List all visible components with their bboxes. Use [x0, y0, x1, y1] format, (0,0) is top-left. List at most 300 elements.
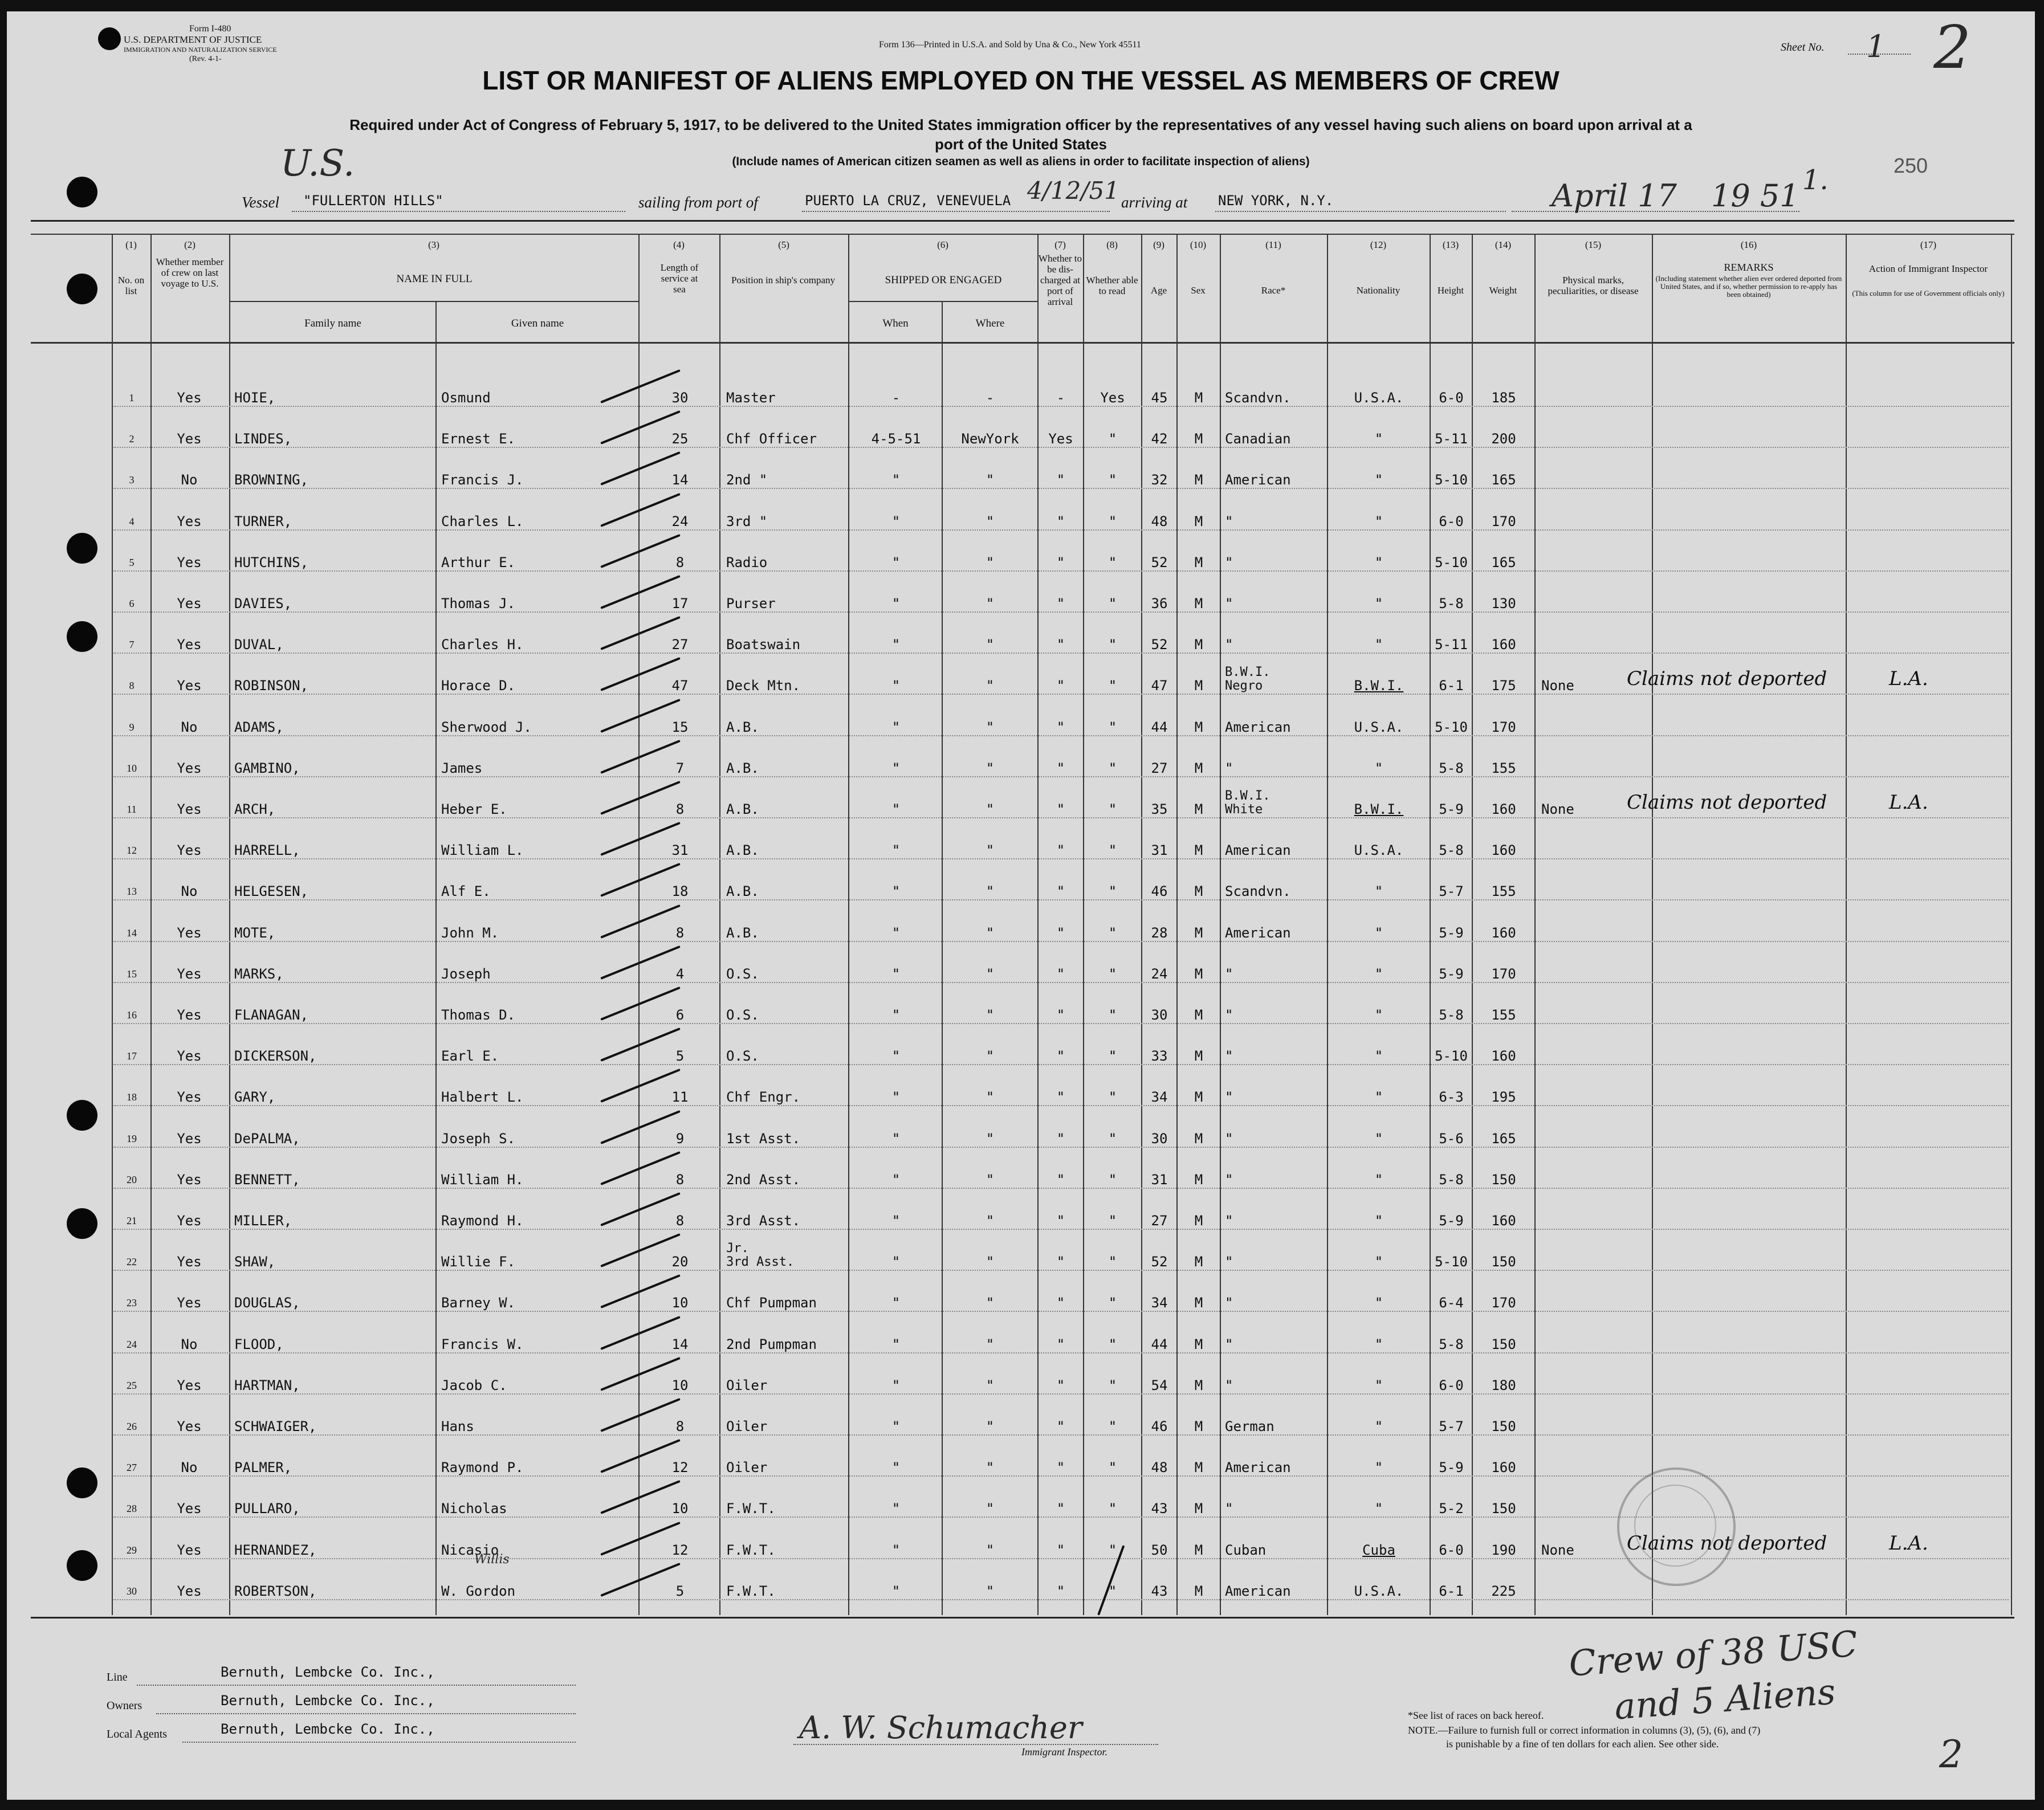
cell-age: 43	[1151, 1583, 1168, 1599]
cell-family: DOUGLAS,	[234, 1295, 300, 1311]
official-stamp-inner	[1634, 1485, 1716, 1567]
cell-weight: 195	[1491, 1089, 1516, 1106]
cell-when: "	[891, 637, 901, 653]
arrival-date: April 17	[1552, 178, 1677, 214]
cell-nationality: "	[1374, 1130, 1383, 1147]
cell-family: HARTMAN,	[234, 1377, 300, 1393]
cell-family: TURNER,	[234, 513, 292, 529]
penalty-note-2: is punishable by a fine of ten dollars for each alien. See other side.	[1446, 1738, 1719, 1750]
table-row	[113, 1109, 2009, 1150]
cell-age: 52	[1151, 1254, 1168, 1270]
cell-position: 3rd "	[726, 513, 768, 529]
cell-position: O.S.	[726, 1007, 759, 1023]
cell-family: GAMBINO,	[234, 760, 300, 776]
cell-sex: M	[1194, 719, 1203, 735]
cell-where: "	[986, 1007, 995, 1023]
table-row	[113, 656, 2009, 697]
cell-prev: Yes	[177, 842, 202, 859]
cell-height: 5-2	[1439, 1501, 1464, 1517]
cell-when: "	[891, 1542, 901, 1558]
header-family-name: Family name	[304, 317, 361, 329]
cell-service: 4	[675, 965, 685, 982]
cell-nationality: U.S.A.	[1354, 390, 1404, 406]
cell-sex: M	[1194, 1254, 1203, 1270]
table-row	[113, 862, 2009, 903]
cell-given: Hans	[441, 1418, 474, 1434]
cell-sex: M	[1194, 554, 1203, 570]
cell-where: "	[986, 1048, 995, 1065]
table-row	[113, 1315, 2009, 1356]
cell-read: "	[1108, 1418, 1117, 1434]
cell-height: 5-9	[1439, 801, 1464, 817]
cell-given: William H.	[441, 1171, 524, 1188]
row-rule	[113, 488, 2009, 489]
table-row	[113, 985, 2009, 1026]
row-rule	[113, 858, 2009, 859]
cell-race: German	[1225, 1418, 1275, 1434]
cell-service: 10	[671, 1501, 689, 1517]
cell-when: "	[891, 719, 901, 735]
cell-read: "	[1108, 1213, 1117, 1229]
cell-weight: 175	[1491, 678, 1516, 694]
hand-sheet-mark: 2	[1933, 13, 1972, 82]
arrival-year: 19 51	[1711, 178, 1799, 214]
cell-prev: Yes	[177, 554, 202, 570]
cell-position: Oiler	[726, 1460, 768, 1476]
cell-nationality: "	[1374, 1501, 1383, 1517]
header-shipped-engaged: SHIPPED OR ENGAGED	[885, 274, 1002, 286]
cell-position: A.B.	[726, 760, 759, 776]
cell-weight: 150	[1491, 1501, 1516, 1517]
cell-family: DAVIES,	[234, 596, 292, 612]
cell-family: SHAW,	[234, 1254, 276, 1270]
cell-race: "	[1225, 1336, 1233, 1352]
header-remarks: REMARKS	[1724, 262, 1774, 273]
cell-age: 52	[1151, 637, 1168, 653]
cell-discharged: "	[1056, 678, 1065, 694]
cell-read: "	[1108, 1254, 1117, 1270]
cell-weight: 150	[1491, 1254, 1516, 1270]
cell-weight: 170	[1491, 965, 1516, 982]
cell-read: "	[1108, 1377, 1117, 1393]
cell-position: A.B.	[726, 719, 759, 735]
cell-no: 30	[127, 1585, 137, 1597]
cell-service: 9	[675, 1130, 685, 1147]
cell-given: Willie F.	[441, 1254, 516, 1270]
hand-willis-insert: Willis	[474, 1552, 510, 1567]
cell-race: "	[1225, 1377, 1233, 1393]
cell-when: "	[891, 1418, 901, 1434]
cell-read: "	[1108, 513, 1117, 529]
cell-position: Chf Pumpman	[726, 1295, 817, 1311]
cell-race: American	[1225, 924, 1291, 941]
cell-given: Joseph	[441, 965, 491, 982]
owners-rule	[156, 1713, 576, 1714]
sailing-label: sailing from port of	[638, 194, 758, 211]
table-row	[113, 1562, 2009, 1603]
cell-nationality: "	[1374, 637, 1383, 653]
cell-nationality: Cuba	[1362, 1542, 1395, 1558]
table-row	[113, 903, 2009, 944]
cell-given: Jacob C.	[441, 1377, 507, 1393]
cell-position: A.B.	[726, 883, 759, 900]
header-discharged: Whether to be dis-charged at port of arrival	[1039, 253, 1082, 307]
cell-discharged: "	[1056, 1460, 1065, 1476]
cell-when: "	[891, 965, 901, 982]
cell-prev: Yes	[177, 1007, 202, 1023]
col-number: (6)	[937, 239, 948, 250]
cell-given: Raymond P.	[441, 1460, 524, 1476]
cell-service: 15	[671, 719, 689, 735]
cell-when: "	[891, 596, 901, 612]
cell-race: American	[1225, 1460, 1291, 1476]
cell-discharged: -	[1056, 390, 1065, 406]
cell-height: 5-9	[1439, 1213, 1464, 1229]
cell-family: MARKS,	[234, 965, 284, 982]
cell-weight: 165	[1491, 1130, 1516, 1147]
row-rule	[113, 817, 2009, 818]
cell-no: 21	[127, 1215, 137, 1226]
cell-given: William L.	[441, 842, 524, 859]
cell-race: "	[1225, 1089, 1233, 1106]
cell-weight: 200	[1491, 431, 1516, 447]
cell-given: Barney W.	[441, 1295, 516, 1311]
cell-no: 12	[127, 845, 137, 857]
header-age: Age	[1150, 285, 1167, 296]
cell-no: 26	[127, 1421, 137, 1432]
cell-where: "	[986, 760, 995, 776]
cell-discharged: "	[1056, 554, 1065, 570]
cell-nationality: "	[1374, 513, 1383, 529]
table-row	[113, 1191, 2009, 1232]
cell-family: DePALMA,	[234, 1130, 300, 1147]
cell-height: 6-0	[1439, 390, 1464, 406]
cell-prev: Yes	[177, 1213, 202, 1229]
cell-position: 2nd "	[726, 472, 768, 488]
cell-discharged: "	[1056, 1007, 1065, 1023]
cell-age: 31	[1151, 1171, 1168, 1188]
cell-given: Raymond H.	[441, 1213, 524, 1229]
cell-when: "	[891, 1089, 901, 1106]
cell-read: "	[1108, 801, 1117, 817]
manifest-sheet	[7, 11, 2035, 1800]
cell-when: "	[891, 1583, 901, 1599]
cell-given: Sherwood J.	[441, 719, 532, 735]
cell-service: 10	[671, 1295, 689, 1311]
cell-given: Francis J.	[441, 472, 524, 488]
vessel-line	[292, 211, 625, 212]
cell-service: 14	[671, 1336, 689, 1352]
cell-read: "	[1108, 596, 1117, 612]
cell-sex: M	[1194, 513, 1203, 529]
cell-weight: 130	[1491, 596, 1516, 612]
col-divider	[112, 235, 113, 1615]
cell-no: 13	[127, 886, 137, 898]
cell-where: "	[986, 842, 995, 859]
header-bottom-rule	[31, 342, 2014, 344]
cell-height: 5-11	[1435, 431, 1468, 447]
cell-prev: Yes	[177, 431, 202, 447]
cell-race: Cuban	[1225, 1542, 1267, 1558]
punch-hole	[98, 27, 121, 50]
cell-family: ADAMS,	[234, 719, 284, 735]
header-inspector-note: (This column for use of Government officials only)	[1852, 289, 2005, 297]
row-rule	[113, 1475, 2009, 1477]
cell-family: HOIE,	[234, 390, 276, 406]
cell-read: "	[1108, 554, 1117, 570]
cell-read: "	[1108, 637, 1117, 653]
row-rule	[113, 1229, 2009, 1230]
cell-given: Joseph S.	[441, 1130, 516, 1147]
cell-sex: M	[1194, 472, 1203, 488]
cell-service: 12	[671, 1460, 689, 1476]
cell-prev: Yes	[177, 596, 202, 612]
cell-height: 5-8	[1439, 596, 1464, 612]
row-rule	[113, 406, 2009, 407]
cell-nationality: "	[1374, 760, 1383, 776]
cell-discharged: "	[1056, 883, 1065, 900]
cell-race: American	[1225, 842, 1291, 859]
cell-prev: Yes	[177, 513, 202, 529]
cell-action: L.A.	[1889, 1531, 1928, 1555]
header-height: Height	[1437, 285, 1464, 296]
cell-no: 7	[129, 639, 135, 651]
cell-race: "	[1225, 1213, 1233, 1229]
cell-no: 28	[127, 1503, 137, 1515]
cell-read: "	[1108, 1336, 1117, 1352]
cell-when: "	[891, 1295, 901, 1311]
cell-family: MILLER,	[234, 1213, 292, 1229]
cell-where: "	[986, 1418, 995, 1434]
cell-service: 8	[675, 1418, 685, 1434]
cell-height: 5-8	[1439, 1336, 1464, 1352]
cell-no: 4	[129, 515, 135, 527]
cell-no: 29	[127, 1544, 137, 1556]
cell-race: Canadian	[1225, 431, 1291, 447]
cell-prev: Yes	[177, 1501, 202, 1517]
cell-prev: Yes	[177, 637, 202, 653]
cell-height: 6-0	[1439, 1542, 1464, 1558]
cell-when: "	[891, 883, 901, 900]
cell-height: 5-10	[1435, 1254, 1468, 1270]
cell-service: 20	[671, 1254, 689, 1270]
cell-where: "	[986, 1377, 995, 1393]
cell-position: Jr.	[726, 1241, 749, 1256]
cell-height: 5-10	[1435, 472, 1468, 488]
cell-sex: M	[1194, 1007, 1203, 1023]
cell-age: 44	[1151, 719, 1168, 735]
header-physical-marks: Physical marks, peculiarities, or disease	[1548, 275, 1639, 296]
inspector-label: Immigrant Inspector.	[1021, 1746, 1107, 1758]
cell-sex: M	[1194, 390, 1203, 406]
cell-age: 54	[1151, 1377, 1168, 1393]
cell-sex: M	[1194, 1336, 1203, 1352]
cell-discharged: "	[1056, 1171, 1065, 1188]
cell-age: 44	[1151, 1336, 1168, 1352]
cell-service: 30	[671, 390, 689, 406]
arriving-label: arriving at	[1121, 194, 1188, 211]
cell-age: 24	[1151, 965, 1168, 982]
cell-prev: Yes	[177, 1254, 202, 1270]
cell-discharged: "	[1056, 1501, 1065, 1517]
cell-age: 31	[1151, 842, 1168, 859]
cell-height: 6-3	[1439, 1089, 1464, 1106]
cell-family: HARRELL,	[234, 842, 300, 859]
crew-count-note-1: Crew of 38 USC	[1567, 1623, 1859, 1685]
races-note: *See list of races on back hereof.	[1408, 1710, 1544, 1721]
header-service-length: Length of service at sea	[660, 262, 699, 295]
cell-read: "	[1108, 1048, 1117, 1065]
cell-discharged: "	[1056, 1377, 1065, 1393]
cell-position: Deck Mtn.	[726, 678, 801, 694]
cell-no: 8	[129, 680, 135, 692]
row-rule	[113, 776, 2009, 777]
cell-race: "	[1225, 1171, 1233, 1188]
table-row	[113, 1397, 2009, 1438]
cell-position: 2nd Asst.	[726, 1171, 801, 1188]
cell-discharged: "	[1056, 1418, 1065, 1434]
cell-position: Oiler	[726, 1377, 768, 1393]
signature-rule	[793, 1744, 1158, 1745]
cell-race: Scandvn.	[1225, 390, 1291, 406]
cell-family: MOTE,	[234, 924, 276, 941]
cell-race: "	[1225, 1254, 1233, 1270]
hand-us-mark: U.S.	[280, 142, 355, 185]
form-number: Form I-480	[189, 24, 231, 34]
cell-height: 6-1	[1439, 1583, 1464, 1599]
row-rule	[113, 1023, 2009, 1024]
cell-when: 4-5-51	[871, 431, 921, 447]
cell-given: Halbert L.	[441, 1089, 524, 1106]
cell-sex: M	[1194, 1542, 1203, 1558]
agency-name: U.S. DEPARTMENT OF JUSTICE	[124, 34, 262, 45]
cell-family: HERNANDEZ,	[234, 1542, 317, 1558]
cell-read: "	[1108, 1130, 1117, 1147]
cell-when: "	[891, 1377, 901, 1393]
cell-when: "	[891, 1336, 901, 1352]
cell-sex: M	[1194, 1377, 1203, 1393]
cell-where: "	[986, 801, 995, 817]
cell-discharged: "	[1056, 1542, 1065, 1558]
cell-discharged: "	[1056, 719, 1065, 735]
cell-position: Master	[726, 390, 776, 406]
cell-weight: 150	[1491, 1418, 1516, 1434]
cell-action: L.A.	[1889, 791, 1928, 814]
cell-family: GARY,	[234, 1089, 276, 1106]
sailing-line	[802, 211, 1110, 212]
col-number: (17)	[1920, 239, 1937, 250]
cell-given: Thomas D.	[441, 1007, 516, 1023]
table-row	[113, 615, 2009, 656]
stamp-number: 250	[1894, 154, 1928, 177]
cell-prev: Yes	[177, 1048, 202, 1065]
cell-where: "	[986, 637, 995, 653]
table-row	[113, 1438, 2009, 1479]
cell-sex: M	[1194, 1048, 1203, 1065]
cell-service: 8	[675, 1213, 685, 1229]
cell-discharged: "	[1056, 1254, 1065, 1270]
sheet-number: 1	[1866, 28, 1886, 64]
cell-prev: Yes	[177, 390, 202, 406]
cell-prev: Yes	[177, 1171, 202, 1188]
cell-given: Nicholas	[441, 1501, 507, 1517]
cell-nationality: "	[1374, 1171, 1383, 1188]
cell-family: BROWNING,	[234, 472, 309, 488]
col-number: (16)	[1740, 239, 1757, 250]
cell-discharged: "	[1056, 1048, 1065, 1065]
cell-sex: M	[1194, 1213, 1203, 1229]
cell-height: 6-1	[1439, 678, 1464, 694]
cell-when: "	[891, 1171, 901, 1188]
cell-sex: M	[1194, 965, 1203, 982]
cell-race: Scandvn.	[1225, 883, 1291, 900]
cell-discharged: "	[1056, 801, 1065, 817]
cell-discharged: Yes	[1048, 431, 1073, 447]
cell-service: 8	[675, 1171, 685, 1188]
line-rule	[137, 1685, 576, 1686]
cell-nationality: "	[1374, 1048, 1383, 1065]
cell-given: Earl E.	[441, 1048, 499, 1065]
col-number: (3)	[428, 239, 439, 250]
cell-position: Radio	[726, 554, 768, 570]
cell-nationality: U.S.A.	[1354, 1583, 1404, 1599]
cell-weight: 150	[1491, 1336, 1516, 1352]
cell-age: 46	[1151, 883, 1168, 900]
cell-age: 52	[1151, 554, 1168, 570]
cell-service: 5	[675, 1583, 685, 1599]
cell-prev: No	[181, 883, 198, 900]
cell-when: "	[891, 513, 901, 529]
cell-age: 33	[1151, 1048, 1168, 1065]
cell-race-line2: White	[1225, 802, 1263, 817]
cell-age: 50	[1151, 1542, 1168, 1558]
cell-when: "	[891, 760, 901, 776]
cell-race: American	[1225, 472, 1291, 488]
cell-family: BENNETT,	[234, 1171, 300, 1188]
sailing-date: 4/12/51	[1027, 177, 1119, 205]
cell-height: 5-9	[1439, 1460, 1464, 1476]
cell-family: LINDES,	[234, 431, 292, 447]
cell-remarks: Claims not deported	[1627, 667, 1827, 691]
cell-discharged: "	[1056, 965, 1065, 982]
cell-sex: M	[1194, 1171, 1203, 1188]
cell-sex: M	[1194, 924, 1203, 941]
cell-race: "	[1225, 1130, 1233, 1147]
cell-discharged: "	[1056, 637, 1065, 653]
hand-check-mark: 1.	[1802, 164, 1829, 196]
cell-read: "	[1108, 1583, 1117, 1599]
cell-race: "	[1225, 554, 1233, 570]
cell-no: 22	[127, 1256, 137, 1268]
cell-given: Charles L.	[441, 513, 524, 529]
cell-nationality: "	[1374, 1418, 1383, 1434]
cell-when: "	[891, 1501, 901, 1517]
table-row	[113, 368, 2009, 409]
cell-service: 11	[671, 1089, 689, 1106]
printer-line: Form 136—Printed in U.S.A. and Sold by Una & Co., New York 45511	[879, 40, 1141, 50]
cell-given: Francis W.	[441, 1336, 524, 1352]
header-remarks-note: (Including statement whether alien ever ordered deported from United States, and if so, whether permission to re-apply has been obtained)	[1655, 274, 1842, 299]
cell-position: F.W.T.	[726, 1501, 776, 1517]
cell-nationality: "	[1374, 965, 1383, 982]
cell-service: 24	[671, 513, 689, 529]
header-weight: Weight	[1489, 285, 1517, 296]
cell-position: Chf Engr.	[726, 1089, 801, 1106]
cell-nationality: "	[1374, 1336, 1383, 1352]
cell-nationality: "	[1374, 554, 1383, 570]
agents-rule	[182, 1742, 576, 1743]
cell-height: 5-6	[1439, 1130, 1464, 1147]
